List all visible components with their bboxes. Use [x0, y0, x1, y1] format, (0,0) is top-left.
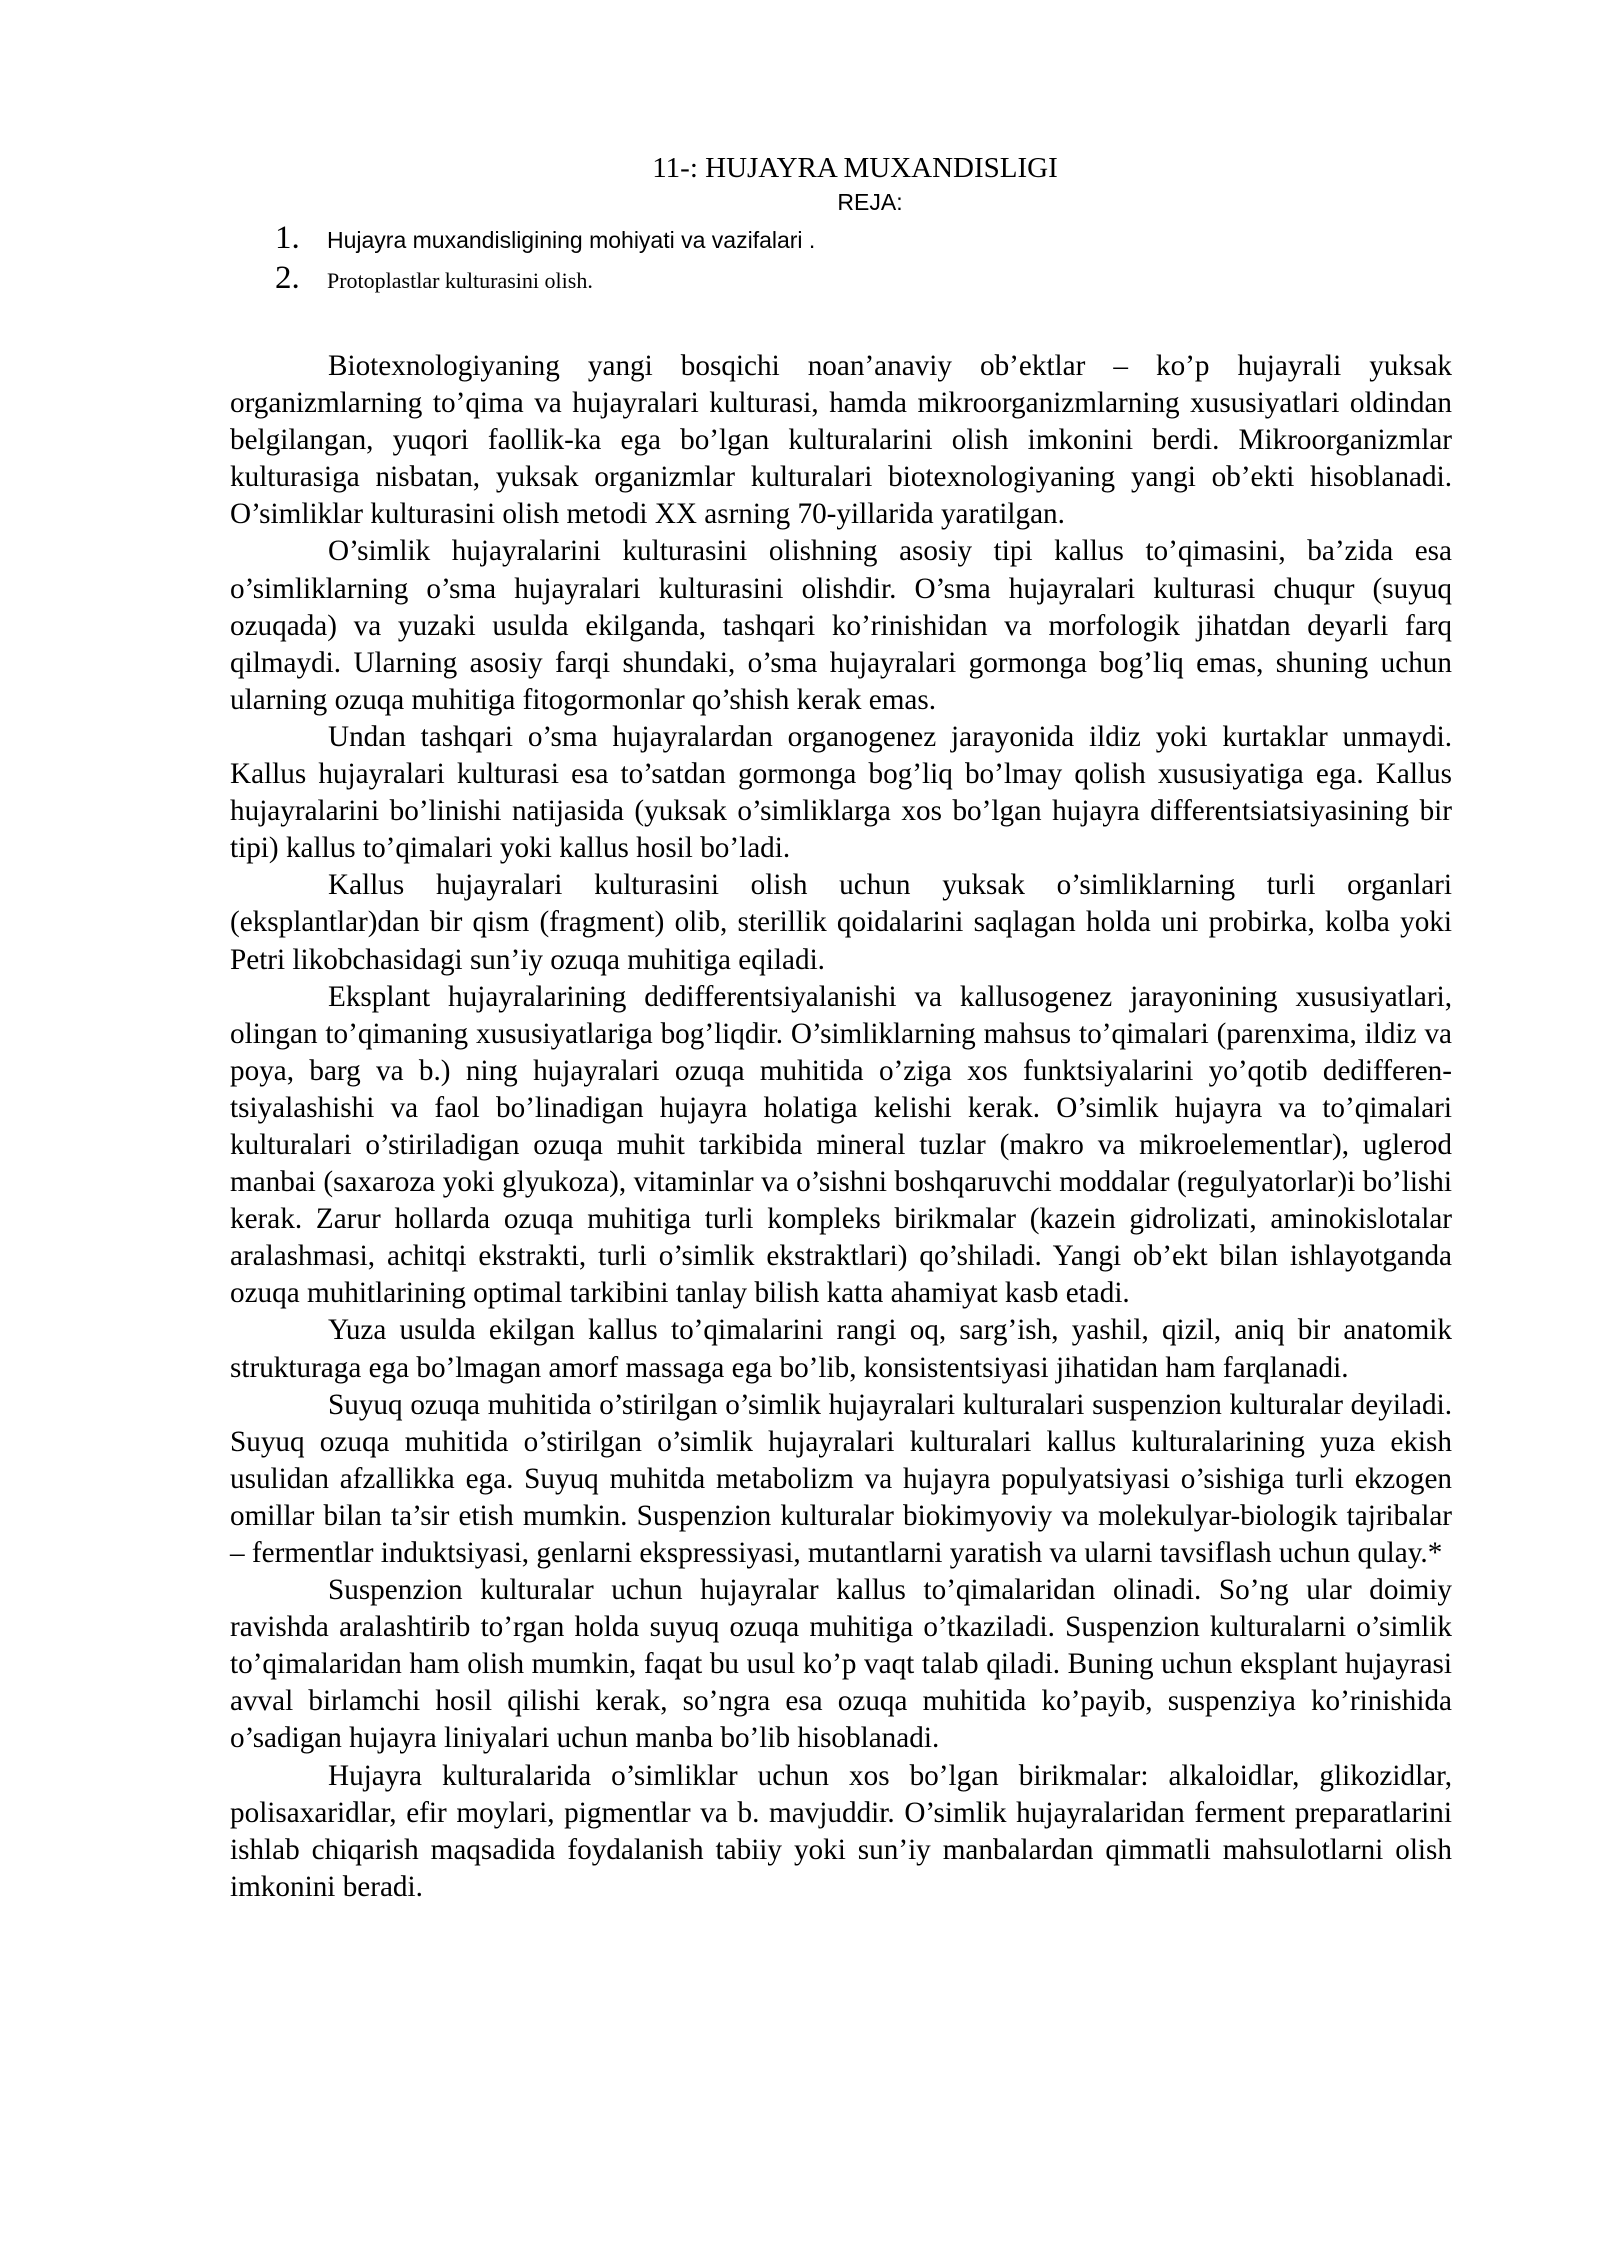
paragraph: Yuza usulda ekilgan kallus to’qimalarini rangi oq, sarg’ish, yashil, qizil, aniq bir anatomik strukturaga ega bo’lmagan amorf massaga ega bo’lib, konsistentsiyasi jihatidan ham farqlanadi. — [230, 1314, 1452, 1384]
paragraph: Kallus hujayralari kulturasini olish uchun yuksak o’simliklarning turli organlari (eksplantlar)dan bir qism (fragment) olib, sterillik qoidalarini saqlagan holda uni probirka, kolba yoki Petri likobchasidagi sun’iy ozuqa muhitiga eqiladi. — [230, 869, 1452, 976]
paragraph: Biotexnologiyaning yangi bosqichi noan’anaviy ob’ektlar – ko’p hujayrali yuksak organizmlarning to’qima va hujayralari kulturasi, hamda mikroorganizmlarning xususiyatlari oldindan belgilangan, yuqori faollik-ka ega bo’lgan kulturalarini olish imkonini berdi. Mikroorganizmlar kulturasiga nisbatan, yuksak organizmlar kulturalari biotexnologiyaning yangi ob’ekti hisoblanadi. O’simliklar kulturasini olish metodi XX asrning 70-yillarida yaratilgan. — [230, 350, 1452, 531]
paragraph: Eksplant hujayralarining dedifferentsiyalanishi va kallusogenez jarayonining xususiyatlari, olingan to’qimaning xususiyatlariga bog’liqdir. O’simliklarning mahsus to’qimalari (parenxima, ildiz va poya, barg va b.) ning hujayralari ozuqa muhitida o’ziga xos funktsiyalarini yo’qotib dedifferen-tsiyalashishi va faol bo’linadigan hujayra holatiga kelishi kerak. O’simlik hujayra va to’qimalari kulturalari o’stiriladigan ozuqa muhit tarkibida mineral tuzlar (makro va mikroelementlar), uglerod manbai (saxaroza yoki glyukoza), vitaminlar va o’sishni boshqaruvchi moddalar (regulyatorlar)i bo’lishi kerak. Zarur hollarda ozuqa muhitiga turli kompleks birikmalar (kazein gidrolizati, aminokislotalar aralashmasi, achitqi ekstrakti, turli o’simlik ekstraktlari) qo’shiladi. Yangi ob’ekt bilan ishlayotganda ozuqa muhitlarining optimal tarkibini tanlay bilish katta ahamiyat kasb etadi. — [230, 980, 1452, 1310]
document-body — [230, 348, 1452, 1906]
plan-item-number: 1. — [275, 220, 300, 256]
paragraph: Suyuq ozuqa muhitida o’stirilgan o’simlik hujayralari kulturalari suspenzion kulturalar deyiladi. Suyuq ozuqa muhitida o’stirilgan o’simlik hujayralari kulturalari kallus kulturalarining yuza ekish usulidan afzallikka ega. Suyuq muhitda metabolizm va hujayra populyatsiyasi o’sishiga turli ekzogen omillar bilan ta’sir etish mumkin. Suspenzion kulturalar biokimyoviy va molekulyar-biologik tajribalar – fermentlar induktsiyasi, genlarni ekspressiyasi, mutantlarni yaratish va ularni tavsiflash uchun qulay.* — [230, 1388, 1452, 1569]
plan-item — [275, 220, 815, 260]
paragraph: Hujayra kulturalarida o’simliklar uchun xos bo’lgan birikmalar: alkaloidlar, glikozidlar, polisaxaridlar, efir moylari, pigmentlar va b. mavjuddir. O’simlik hujayralaridan ferment preparatlarini ishlab chiqarish maqsadida foydalanish tabiiy yoki sun’iy manbalardan qimmatli mahsulotlarni olish imkonini beradi. — [230, 1759, 1452, 1903]
paragraph: Suspenzion kulturalar uchun hujayralar kallus to’qimalaridan olinadi. So’ng ular doimiy ravishda aralashtirib to’rgan holda suyuq ozuqa muhitiga o’tkaziladi. Suspenzion kulturalarni o’simlik to’qimalaridan ham olish mumkin, faqat bu usul ko’p vaqt talab qiladi. Buning uchun eksplant hujayrasi avval birlamchi hosil qilishi kerak, so’ngra esa ozuqa muhitida ko’payib, suspenziya ko’rinishida o’sadigan hujayra liniyalari uchun manba bo’lib hisoblanadi. — [230, 1574, 1452, 1755]
paragraph: Undan tashqari o’sma hujayralardan organogenez jarayonida ildiz yoki kurtaklar unmaydi. Kallus hujayralari kulturasi esa to’satdan gormonga bog’liq bo’lmay qolish xususiyatiga ega. Kallus hujayralarini bo’linishi natijasida (yuksak o’simliklarga xos bo’lgan hujayra differentsiatsiyasining bir tipi) kallus to’qimalari yoki kallus hosil bo’ladi. — [230, 720, 1452, 865]
plan-item-number: 2. — [275, 260, 300, 296]
plan-item — [275, 260, 815, 300]
document-title: 11-: HUJAYRA MUXANDISLIGI — [652, 152, 1058, 184]
plan-item-text: Hujayra muxandisligining mohiyati va vazifalari . — [327, 227, 816, 253]
plan-item-text: Protoplastlar kulturasini olish. — [327, 268, 593, 293]
plan-heading: REJA: — [837, 189, 903, 215]
paragraph: O’simlik hujayralarini kulturasini olishning asosiy tipi kallus to’qimasini, ba’zida esa o’simliklarning o’sma hujayralari kulturasini olishdir. O’sma hujayralari kulturasi chuqur (suyuq ozuqada) va yuzaki usulda ekilganda, tashqari ko’rinishidan va morfologik jihatdan deyarli farq qilmaydi. Ularning asosiy farqi shundaki, o’sma hujayralari gormonga bog’liq emas, shuning uchun ularning ozuqa muhitiga fitogormonlar qo’shish kerak emas. — [230, 535, 1452, 716]
plan-list — [275, 220, 815, 300]
